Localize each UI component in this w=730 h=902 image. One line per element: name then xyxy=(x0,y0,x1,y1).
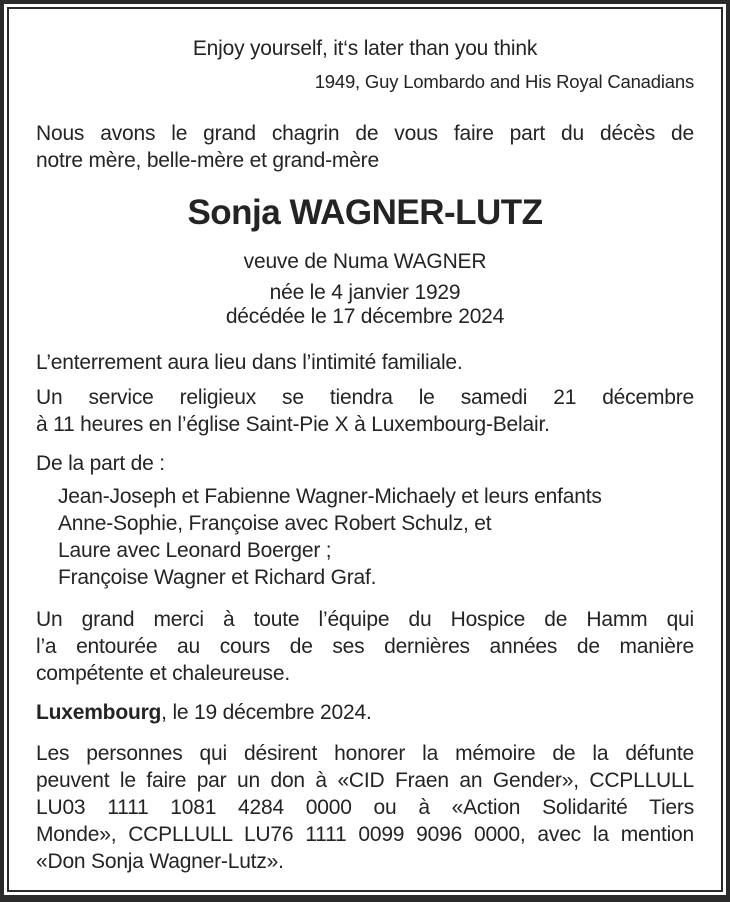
dateline xyxy=(36,699,694,726)
text-line: Les personnes qui désirent honorer la mémoire de la défunte xyxy=(36,742,694,765)
text-line: Un grand merci à toute l’équipe du Hospice de Hamm qui xyxy=(36,608,694,631)
service-paragraph xyxy=(36,384,694,438)
thanks-paragraph xyxy=(36,606,694,687)
text-line: Nous avons le grand chagrin de vous faire part du décès de xyxy=(36,122,694,145)
text-line: LU03 1111 1081 4284 0000 ou à «Action Solidarité Tiers xyxy=(36,796,694,819)
birth-date: née le 4 janvier 1929 xyxy=(269,281,461,304)
text-line: notre mère, belle-mère et grand-mère xyxy=(36,149,379,172)
text-line: Jean-Joseph et Fabienne Wagner-Michaely et leurs enfants xyxy=(58,485,602,508)
dateline-city: Luxembourg xyxy=(36,701,162,724)
family-heading: De la part de : xyxy=(36,452,165,475)
deceased-dates xyxy=(36,281,694,329)
song-quote-attribution: 1949, Guy Lombardo and His Royal Canadians xyxy=(314,71,694,92)
text-line: Françoise Wagner et Richard Graf. xyxy=(58,566,377,589)
notice-body xyxy=(36,35,694,875)
text-line: à 11 heures en l’église Saint-Pie X à Luxembourg-Belair. xyxy=(36,413,550,436)
text-line: «Don Sonja Wagner-Lutz». xyxy=(36,850,284,873)
song-quote: Enjoy yourself, it‘s later than you think xyxy=(192,37,538,60)
burial-paragraph: L’enterrement aura lieu dans l’intimité familiale. xyxy=(36,351,463,374)
donation-paragraph xyxy=(36,740,694,875)
text-line: Anne-Sophie, Françoise avec Robert Schulz, et xyxy=(58,512,492,535)
text-line: Laure avec Leonard Boerger ; xyxy=(58,539,332,562)
text-line: l’a entourée au cours de ses dernières années de manière xyxy=(36,635,694,658)
dateline-rest: , le 19 décembre 2024. xyxy=(161,701,372,724)
text-line: Monde», CCPLLULL LU76 1111 0099 9096 0000, avec la mention xyxy=(36,823,694,846)
text-line: peuvent le faire par un don à «CID Fraen an Gender», CCPLLULL xyxy=(36,769,694,792)
family-list xyxy=(36,483,694,591)
inner-frame xyxy=(7,7,723,892)
announcement-paragraph xyxy=(36,120,694,174)
text-line: compétente et chaleureuse. xyxy=(36,662,290,685)
death-date: décédée le 17 décembre 2024 xyxy=(225,305,505,328)
deceased-relation: veuve de Numa WAGNER xyxy=(243,250,487,273)
text-line: Un service religieux se tiendra le samedi 21 décembre xyxy=(36,386,694,409)
deceased-name: Sonja WAGNER-LUTZ xyxy=(187,193,543,232)
